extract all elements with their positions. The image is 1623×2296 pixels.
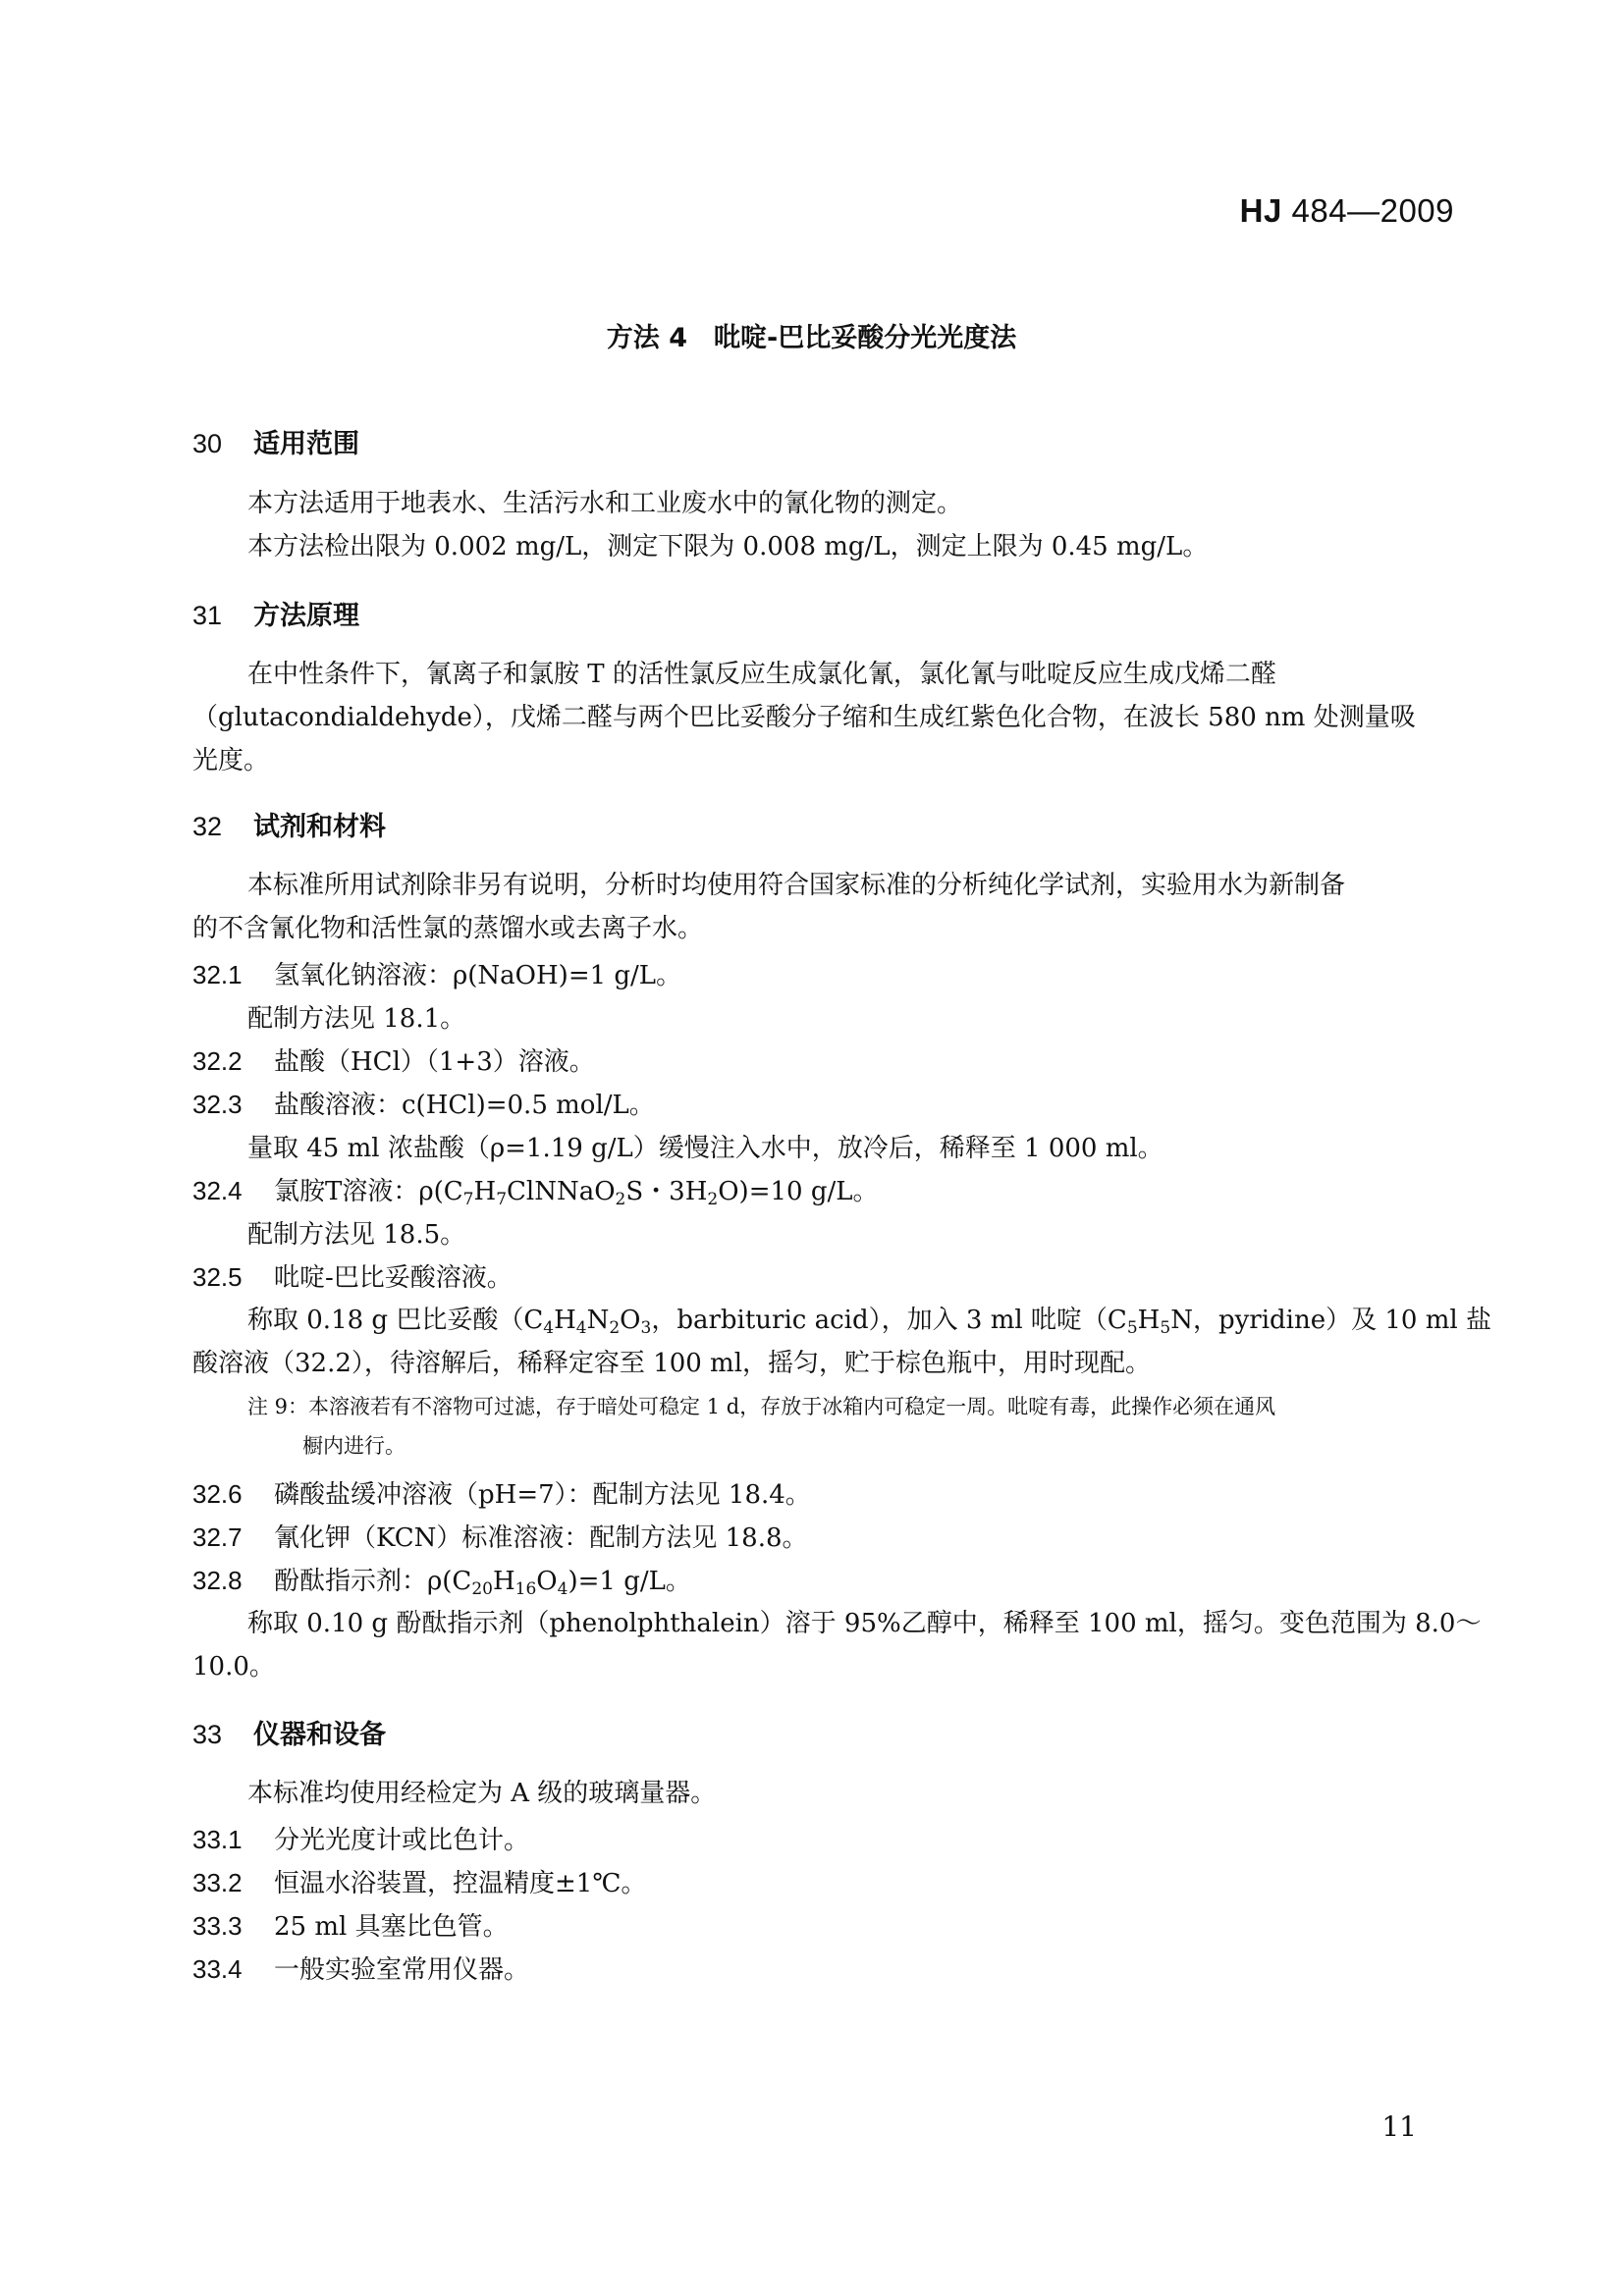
item-number: 33.1 (192, 1825, 243, 1854)
item-32-6 (192, 1474, 811, 1511)
item-32-5-paragraph-line-2: 酸溶液（32.2），待溶解后，稀释定容至 100 ml，摇匀，贮于棕色瓶中，用时现配。 (192, 1349, 1152, 1378)
paragraph-text: 本标准所用试剂除非另有说明，分析时均使用符合国家标准的分析纯化学试剂，实验用水为新制备 (247, 871, 1346, 900)
item-33-4 (192, 1949, 529, 1986)
note-9-line-1: 注 9：本溶液若有不溶物可过滤，存于暗处可稳定 1 d，存放于冰箱内可稳定一周。吡啶有毒，此操作必须在通风 (247, 1395, 1276, 1418)
section-32-intro-line-1 (192, 864, 1453, 907)
item-32-1-note: 配制方法见 18.1。 (247, 1004, 466, 1034)
item-text: 一般实验室常用仪器。 (274, 1955, 530, 1985)
item-text: 吡啶-巴比妥酸溶液。 (274, 1263, 513, 1293)
section-32-heading (192, 805, 386, 843)
item-33-1 (192, 1820, 529, 1856)
section-31-paragraph-line-3: 光度。 (192, 746, 270, 775)
document-code-number: 484—2009 (1281, 192, 1454, 229)
item-number: 32.2 (192, 1046, 243, 1076)
item-number: 32.7 (192, 1522, 243, 1552)
section-31-paragraph-line-2: （glutacondialdehyde），戊烯二醛与两个巴比妥酸分子缩和生成红紫色化合物，在波长 580 nm 处测量吸 (192, 703, 1416, 732)
item-32-3 (192, 1085, 655, 1121)
document-code (1240, 192, 1454, 230)
item-33-3 (192, 1906, 509, 1943)
item-number: 32.3 (192, 1090, 243, 1119)
item-32-7 (192, 1518, 808, 1554)
item-32-2 (192, 1041, 595, 1078)
note-9-line-2: 橱内进行。 (302, 1434, 406, 1458)
paragraph-text: 本方法检出限为 0.002 mg/L，测定下限为 0.008 mg/L，测定上限为 0.45 mg/L。 (247, 532, 1209, 561)
section-30-heading (192, 422, 359, 460)
item-text: 25 ml 具塞比色管。 (274, 1912, 509, 1942)
page-number: 11 (1381, 2110, 1417, 2143)
section-number: 31 (192, 601, 223, 630)
item-number: 33.4 (192, 1954, 243, 1984)
section-title: 适用范围 (253, 429, 359, 459)
section-title: 方法原理 (253, 601, 359, 631)
method-title: 方法 4 吡啶-巴比妥酸分光光度法 (606, 323, 1017, 353)
section-number: 33 (192, 1720, 223, 1749)
item-33-2 (192, 1863, 646, 1899)
section-number: 32 (192, 812, 223, 841)
item-text: 盐酸溶液：c(HCl)=0.5 mol/L。 (274, 1091, 655, 1120)
item-text: 分光光度计或比色计。 (274, 1826, 530, 1855)
section-30-paragraph-2 (192, 525, 1453, 568)
item-number: 32.1 (192, 960, 243, 989)
item-text: 恒温水浴装置，控温精度±1℃。 (274, 1869, 647, 1898)
item-32-8-paragraph-line-2: 10.0。 (192, 1652, 275, 1682)
paragraph-text: 在中性条件下，氰离子和氯胺 T 的活性氯反应生成氯化氰，氯化氰与吡啶反应生成戊烯二醛 (247, 660, 1276, 689)
item-text: 盐酸（HCl）（1+3）溶液。 (274, 1047, 595, 1077)
item-32-1 (192, 955, 681, 991)
item-32-8-paragraph-line-1 (192, 1602, 1482, 1645)
item-number: 32.4 (192, 1176, 243, 1205)
item-number: 32.8 (192, 1566, 243, 1595)
section-30-paragraph-1 (192, 482, 1453, 525)
item-32-4 (192, 1171, 879, 1207)
item-32-4-note: 配制方法见 18.5。 (247, 1220, 466, 1250)
item-32-5-paragraph-line-1: 称取 0.18 g 巴比妥酸（$C_4H_4N_2O_3$，barbituric acid），加入 3 ml 吡啶（$C_5H_5N$，pyridine）及 10 ml 盐 (247, 1306, 1491, 1338)
item-number: 32.5 (192, 1262, 243, 1292)
item-text: 氢氧化钠溶液：ρ(NaOH)=1 g/L。 (274, 961, 682, 990)
section-31-paragraph-line-1 (192, 653, 1453, 696)
section-33-intro (192, 1772, 1453, 1815)
section-title: 仪器和设备 (253, 1720, 386, 1750)
item-32-8 (192, 1561, 691, 1597)
item-text: 氯胺T溶液：$\rho(C_7H_7ClNNaO_2S$・$3H_2O)=10$ g/L。 (274, 1177, 879, 1209)
item-number: 32.6 (192, 1479, 243, 1509)
section-title: 试剂和材料 (253, 812, 386, 842)
item-number: 33.2 (192, 1868, 243, 1897)
item-32-5 (192, 1257, 513, 1294)
item-32-3-note: 量取 45 ml 浓盐酸（ρ=1.19 g/L）缓慢注入水中，放冷后，稀释至 1 000 ml。 (247, 1134, 1163, 1163)
paragraph-text: 本标准均使用经检定为 A 级的玻璃量器。 (247, 1779, 717, 1808)
item-text: 氰化钾（KCN）标准溶液：配制方法见 18.8。 (274, 1523, 808, 1553)
document-code-prefix: HJ (1239, 192, 1282, 229)
section-number: 30 (192, 429, 223, 458)
section-32-intro-line-2: 的不含氰化物和活性氯的蒸馏水或去离子水。 (192, 914, 704, 943)
section-31-heading (192, 594, 359, 632)
section-33-heading (192, 1713, 386, 1751)
paragraph-text: 称取 0.10 g 酚酞指示剂（phenolphthalein）溶于 95%乙醇中，稀释至 100 ml，摇匀。变色范围为 8.0～ (247, 1609, 1482, 1638)
item-text: 磷酸盐缓冲溶液（pH=7）：配制方法见 18.4。 (274, 1480, 811, 1510)
paragraph-text: 本方法适用于地表水、生活污水和工业废水中的氰化物的测定。 (247, 489, 963, 518)
item-text: 酚酞指示剂：$\rho(C_{20}H_{16}O_4)=1$ g/L。 (274, 1567, 691, 1599)
item-number: 33.3 (192, 1911, 243, 1941)
